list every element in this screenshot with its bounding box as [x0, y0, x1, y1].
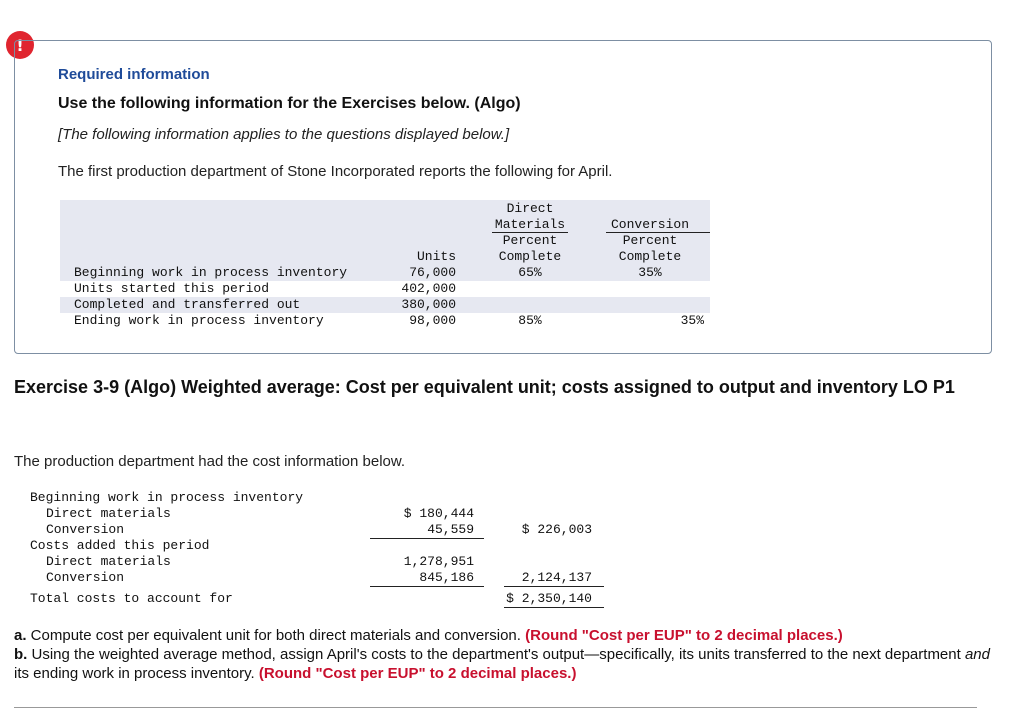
table-row-label: Ending work in process inventory [74, 313, 324, 328]
cost-table [14, 490, 614, 610]
instruction-b-text-2: its ending work in process inventory. [14, 665, 259, 682]
table-row-label: Units started this period [74, 281, 270, 296]
cost-row-label: Direct materials [46, 554, 171, 569]
instruction-a-text: Compute cost per equivalent unit for both direct materials and conversion. [26, 627, 526, 644]
table-row-units: 98,000 [409, 313, 456, 328]
total-double-underline [504, 607, 604, 608]
cost-section-label: Beginning work in process inventory [30, 490, 304, 505]
table-row-label: Beginning work in process inventory [74, 265, 348, 280]
table-row-units: 380,000 [401, 297, 456, 312]
table-row-conv: 35% [680, 313, 704, 328]
intro-text: The first production department of Stone Incorporated reports the following for April. [58, 163, 613, 180]
exercise-title: Exercise 3-9 (Algo) Weighted average: Cost per equivalent unit; costs assigned to output and inventory LO P1 [14, 377, 955, 397]
instructions [14, 626, 1004, 683]
cost-row-value: 845,186 [419, 570, 474, 585]
dm-header-line: Complete [498, 249, 562, 264]
subtotal-underline [370, 538, 484, 539]
cost-row-value: $ 180,444 [403, 506, 474, 521]
cost-intro-text: The production department had the cost information below. [14, 453, 406, 470]
table-row-conv: 35% [638, 265, 662, 280]
dm-header-line: Materials [494, 217, 566, 232]
cost-row-label: Conversion [46, 570, 125, 585]
instruction-b-rounding: (Round "Cost per EUP" to 2 decimal places.) [258, 665, 577, 682]
cost-row-label: Direct materials [46, 506, 171, 521]
applies-note: [The following information applies to the questions displayed below.] [58, 126, 510, 143]
instruction-a-label: a. [14, 627, 27, 644]
table-row-dm: 65% [518, 265, 542, 280]
instruction-b-label: b. [14, 646, 28, 663]
cost-grand-total: $ 2,350,140 [506, 591, 592, 606]
units-header: Units [416, 249, 456, 264]
dm-header-line: Percent [502, 233, 558, 248]
table-row-units: 76,000 [409, 265, 456, 280]
instruction-a [14, 626, 1004, 645]
answer-area-divider [14, 707, 977, 708]
conv-header-line: Complete [618, 249, 682, 264]
cost-row-label: Conversion [46, 522, 125, 537]
table-row-label: Completed and transferred out [74, 297, 301, 312]
conv-header-line: Conversion [610, 217, 689, 232]
instruction-a-rounding: (Round "Cost per EUP" to 2 decimal places.) [525, 627, 843, 644]
cost-row-total: 2,124,137 [521, 570, 592, 585]
instruction-b-text: Using the weighted average method, assign April's costs to the department's output—specifically, its units transferred to the next department [27, 646, 965, 663]
cost-row-value: 1,278,951 [403, 554, 474, 569]
table-row-dm: 85% [518, 313, 542, 328]
instruction-b [14, 645, 1004, 683]
table-row-units: 402,000 [401, 281, 456, 296]
units-table [60, 200, 710, 328]
exclamation-icon: ! [6, 31, 34, 59]
instruction-b-and: and [964, 646, 990, 663]
exercises-heading: Use the following information for the Exercises below. (Algo) [58, 95, 521, 112]
required-information-title: Required information [58, 66, 210, 83]
subtotal-underline [370, 586, 484, 587]
conv-header-line: Percent [622, 233, 678, 248]
cost-row-total: $ 226,003 [521, 522, 592, 537]
cost-section-label: Costs added this period [30, 538, 210, 553]
dm-header-line: Direct [506, 201, 554, 216]
cost-total-label: Total costs to account for [30, 591, 233, 606]
cost-row-value: 45,559 [427, 522, 474, 537]
total-underline [504, 586, 604, 587]
